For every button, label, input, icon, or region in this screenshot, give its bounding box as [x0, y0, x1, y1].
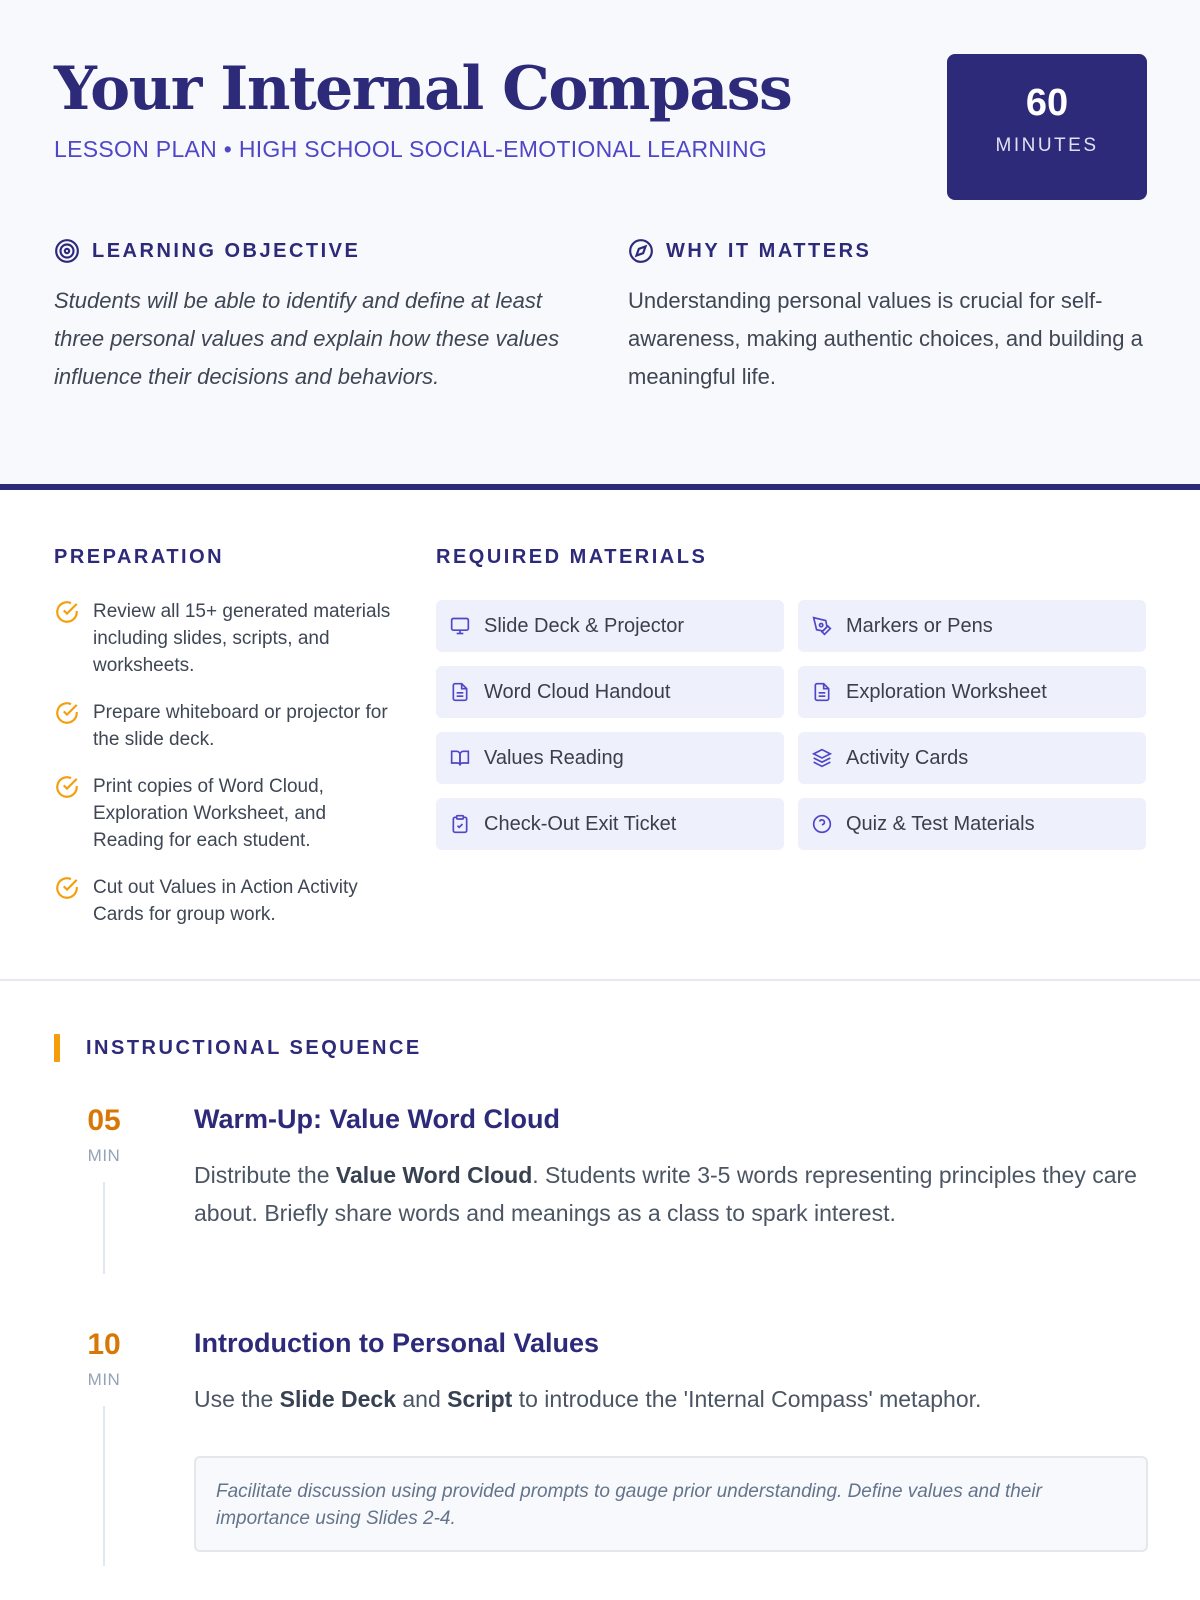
prep-item-text: Review all 15+ generated materials including slides, scripts, and worksheets.: [93, 601, 391, 676]
pen-icon: [812, 616, 832, 636]
list-item: [54, 874, 394, 928]
timeline-line: [103, 1406, 105, 1566]
material-card: [436, 732, 784, 784]
step-unit: MIN: [87, 1370, 121, 1389]
material-label: Values Reading: [484, 746, 624, 769]
step-desc-emphasis: Slide Deck: [279, 1386, 396, 1412]
material-label: Check-Out Exit Ticket: [484, 812, 677, 835]
step-title: Introduction to Personal Values: [194, 1328, 600, 1358]
duration-unit: MINUTES: [995, 135, 1099, 156]
material-label: Word Cloud Handout: [484, 680, 671, 703]
sequence-step: [54, 1328, 1148, 1600]
step-minutes: 05: [87, 1104, 121, 1137]
material-label: Activity Cards: [846, 746, 969, 769]
material-card: [436, 798, 784, 850]
monitor-icon: [450, 616, 470, 636]
step-unit: MIN: [87, 1146, 121, 1165]
step-desc-text: Use the: [194, 1386, 280, 1412]
step-title: Warm-Up: Value Word Cloud: [194, 1104, 561, 1134]
section-divider: [0, 979, 1200, 981]
duration-value: 60: [1025, 82, 1069, 124]
check-circle-icon: [54, 875, 80, 901]
preparation-heading: [54, 546, 224, 569]
material-card: [798, 600, 1146, 652]
document-icon: [812, 682, 832, 702]
prep-item-text: Print copies of Word Cloud, Exploration Worksheet, and Reading for each student.: [93, 776, 327, 851]
layers-icon: [812, 748, 832, 768]
duration-badge: [947, 54, 1147, 200]
lesson-header: [0, 0, 1200, 490]
step-desc-text: Distribute the: [194, 1162, 336, 1188]
target-icon: [54, 238, 80, 264]
step-desc-text: . Students write 3-5 words representing principles they care about. Briefly share words and meanings as a class to spark interest.: [194, 1162, 1137, 1226]
page-title: Your Internal Compass: [54, 54, 792, 124]
material-label: Quiz & Test Materials: [846, 812, 1035, 835]
sequence-heading: [54, 1034, 422, 1062]
step-duration: [54, 1328, 154, 1390]
sequence-step: [54, 1104, 1148, 1274]
step-desc-text: and: [396, 1386, 448, 1412]
prep-item-text: Prepare whiteboard or projector for the slide deck.: [93, 702, 388, 750]
clipboard-icon: [450, 814, 470, 834]
materials-grid: [436, 600, 1148, 850]
compass-icon: [628, 238, 654, 264]
preparation-list: [54, 598, 394, 948]
step-duration: [54, 1104, 154, 1166]
step-minutes: 10: [87, 1328, 121, 1361]
step-description: [194, 1380, 1144, 1418]
material-card: [436, 600, 784, 652]
step-desc-emphasis: Script: [447, 1386, 513, 1412]
why-heading-label: WHY IT MATTERS: [666, 239, 872, 262]
step-desc-emphasis: Value Word Cloud: [335, 1162, 533, 1188]
timeline-line: [103, 1182, 105, 1274]
list-item: [54, 598, 394, 679]
why-text: Understanding personal values is crucial for self-awareness, making authentic choices, and building a meaningful life.: [628, 288, 1143, 389]
accent-bar: [54, 1034, 60, 1062]
book-icon: [450, 748, 470, 768]
objective-text: Students will be able to identify and define at least three personal values and explain how these values influence their decisions and behaviors.: [54, 288, 560, 389]
materials-heading-label: REQUIRED MATERIALS: [436, 546, 708, 568]
materials-heading: [436, 546, 707, 569]
list-item: [54, 699, 394, 753]
help-circle-icon: [812, 814, 832, 834]
check-circle-icon: [54, 700, 80, 726]
objective-heading-label: LEARNING OBJECTIVE: [92, 239, 361, 262]
material-card: [798, 666, 1146, 718]
material-label: Exploration Worksheet: [846, 680, 1047, 703]
material-label: Slide Deck & Projector: [484, 614, 685, 637]
material-label: Markers or Pens: [846, 614, 993, 637]
check-circle-icon: [54, 599, 80, 625]
prep-item-text: Cut out Values in Action Activity Cards for group work.: [93, 877, 358, 925]
document-icon: [450, 682, 470, 702]
material-card: [436, 666, 784, 718]
step-description: [194, 1156, 1144, 1232]
objective-heading: [54, 238, 360, 264]
sequence-heading-label: INSTRUCTIONAL SEQUENCE: [86, 1036, 422, 1059]
check-circle-icon: [54, 774, 80, 800]
material-card: [798, 732, 1146, 784]
why-heading: [628, 238, 871, 264]
list-item: [54, 773, 394, 854]
preparation-heading-label: PREPARATION: [54, 546, 225, 568]
step-desc-text: to introduce the 'Internal Compass' metaphor.: [512, 1386, 982, 1412]
page-subtitle: LESSON PLAN • HIGH SCHOOL SOCIAL-EMOTIONAL LEARNING: [54, 136, 768, 162]
facilitator-note: Facilitate discussion using provided prompts to gauge prior understanding. Define values and their importance using Slides 2-4.: [194, 1456, 1148, 1552]
material-card: [798, 798, 1146, 850]
